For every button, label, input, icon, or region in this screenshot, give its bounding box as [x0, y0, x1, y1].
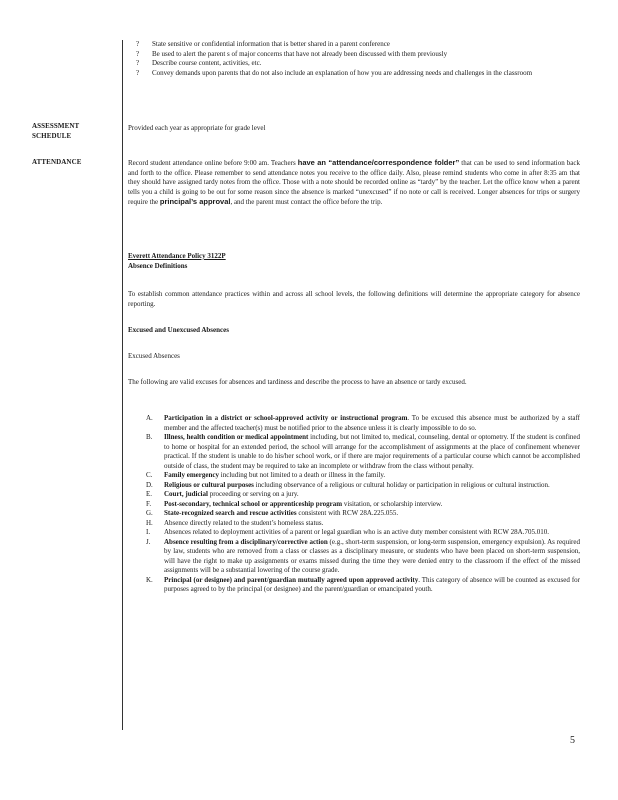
bullet-mark: ?	[136, 68, 140, 77]
bullet-text: State sensitive or confidential information that is better shared in a parent conference	[152, 40, 390, 48]
excused-subheading: Excused Absences	[128, 352, 180, 360]
excuse-bold: Religious or cultural purposes	[164, 480, 254, 489]
assessment-label-line-2: SCHEDULE	[32, 131, 72, 140]
excuse-list	[128, 414, 580, 595]
policy-title-text: Everett Attendance Policy 3122P	[128, 252, 226, 260]
excuse-text: Absence directly related to the student’s homeless status.	[164, 518, 324, 527]
policy-intro: To establish common attendance practices within and across all school levels, the following definitions will determine the appropriate category for absence reporting.	[128, 290, 580, 308]
attendance-folder-emphasis: have an “attendance/correspondence folder”	[297, 158, 460, 167]
excuse-letter: B.	[146, 433, 153, 441]
attendance-para-2: that can be used to send information back and forth to the office. Please remember to send attendance notes you receive to the office daily. Also, please remind students who come in after 8:35 am that they should have assigned tardy notes from the office. Those with a note should be recorded online as “tardy” by the teacher. Let the office know when a parent tells you a child is going to be out for some reason since the absence is marked “unexcused” if no note or call is received. Longer absences for trips or surgery require the	[128, 159, 581, 206]
excuse-bold: Principal (or designee) and parent/guardian mutually agreed upon approved activity	[164, 575, 419, 584]
excuse-item	[128, 414, 580, 433]
excuse-text: . To be excused this absence must be authorized by a staff member and the affected teacher(s) must be notified prior to the absence unless it is clearly impossible to do so.	[164, 414, 581, 432]
excuse-letter: K.	[146, 575, 153, 584]
excuse-item	[128, 433, 580, 471]
bullet-text: Convey demands upon parents that do not also include an explanation of how you are addressing needs and challenges in the classroom	[152, 68, 533, 77]
excuse-text: . This category of absence will be counted as excused for purposes agreed to by the principal (or designee) and the parent/guardian or emancipated youth.	[164, 575, 580, 593]
attendance-label: ATTENDANCE	[32, 158, 82, 166]
excuse-text: including, but not limited to, medical, counseling, dental or optometry. If the student is confined to home or hospital for an extended period, the school will arrange for the accomplishment of assignments at the place of confinement whenever practical. If the student is unable to do his/her school work, or if there are major requirements of a particular course which cannot be accomplished outside of class, the student may be required to take an incomplete or withdraw from the class without penalty.	[164, 433, 580, 470]
bullet-item	[128, 50, 580, 60]
valid-excuses-intro: The following are valid excuses for absences and tardiness and describe the process to have an absence or tardy excused.	[128, 378, 467, 386]
excuse-item	[128, 528, 580, 538]
excuse-letter: J.	[146, 537, 151, 546]
bullet-mark: ?	[136, 40, 140, 48]
excuse-letter: C.	[146, 471, 153, 479]
excuse-item	[128, 500, 580, 510]
excuse-text: visitation, or scholarship interview.	[342, 499, 443, 508]
excuse-bold: Court, judicial	[164, 490, 208, 498]
excuse-text: including but not limited to a death or illness in the family.	[219, 471, 386, 479]
policy-subtitle: Absence Definitions	[128, 261, 188, 270]
excuse-item	[128, 519, 580, 529]
page-number: 5	[570, 735, 575, 746]
bullet-text: Describe course content, activities, etc.	[152, 59, 262, 67]
bullet-list	[128, 40, 580, 78]
excuse-letter: A.	[146, 414, 153, 422]
bullet-text: Be used to alert the parent s of major concerns that have not already been discussed with them previously	[152, 49, 448, 58]
excuse-bold: Participation in a district or school-approved activity or instructional program	[164, 414, 408, 422]
excuse-letter: I.	[146, 528, 151, 536]
bullet-item	[128, 59, 580, 69]
assessment-label-line-1: ASSESSMENT	[32, 122, 80, 130]
excuse-letter: H.	[146, 518, 153, 527]
excuse-bold: Illness, health condition or medical appointment	[164, 433, 309, 441]
bullet-item	[128, 69, 580, 79]
excuse-letter: G.	[146, 509, 153, 517]
excuse-text: including observance of a religious or cultural holiday or participation in religious or cultural instruction.	[253, 480, 550, 489]
excuse-bold: Absence resulting from a disciplinary/corrective action	[164, 537, 328, 546]
excuse-text: Absences related to deployment activities of a parent or legal guardian who is an active duty member consistent with RCW 28A.705.010.	[164, 528, 549, 536]
excuse-item	[128, 538, 580, 576]
attendance-para-2-tail: , and the parent must contact the office before the trip.	[230, 198, 383, 206]
column-divider	[122, 40, 123, 730]
bullet-mark: ?	[136, 49, 140, 58]
excuse-item	[128, 490, 580, 500]
assessment-text: Provided each year as appropriate for grade level	[128, 124, 266, 132]
excused-heading: Excused and Unexcused Absences	[128, 326, 229, 334]
excuse-item	[128, 471, 580, 481]
excuse-item	[128, 576, 580, 595]
excuse-item	[128, 509, 580, 519]
policy-block	[128, 252, 580, 271]
excuse-letter: E.	[146, 490, 153, 498]
excuse-bold: Family emergency	[164, 471, 220, 479]
excuse-letter: D.	[146, 480, 153, 489]
excuse-item	[128, 481, 580, 491]
excuse-text: consistent with RCW 28A.225.055.	[296, 509, 399, 517]
excuse-bold: Post-secondary, technical school or apprenticeship program	[164, 499, 343, 508]
excuse-text: (e.g., short-term suspension, or long-term suspension, emergency expulsion). As required by law, students who are removed from a class or classes as a disciplinary measure, or students who have been placed on short-term suspension, will have the right to make up assignments or exams missed during the time they were denied entry to the classroom if the effect of the missed assignments will be a substantial lowering of the course grade.	[164, 537, 580, 574]
attendance-para-1: Record student attendance online before 9:00 am. Teachers	[128, 159, 296, 167]
principal-approval-emphasis: principal’s approval	[159, 197, 231, 206]
bullet-item	[128, 40, 580, 50]
attendance-paragraph	[128, 158, 580, 208]
excuse-letter: F.	[146, 499, 152, 508]
bullet-mark: ?	[136, 59, 140, 67]
excuse-text: proceeding or serving on a jury.	[207, 490, 299, 498]
assessment-schedule-label	[32, 122, 117, 141]
excuse-bold: State-recognized search and rescue activities	[164, 509, 297, 517]
policy-title	[128, 252, 580, 262]
